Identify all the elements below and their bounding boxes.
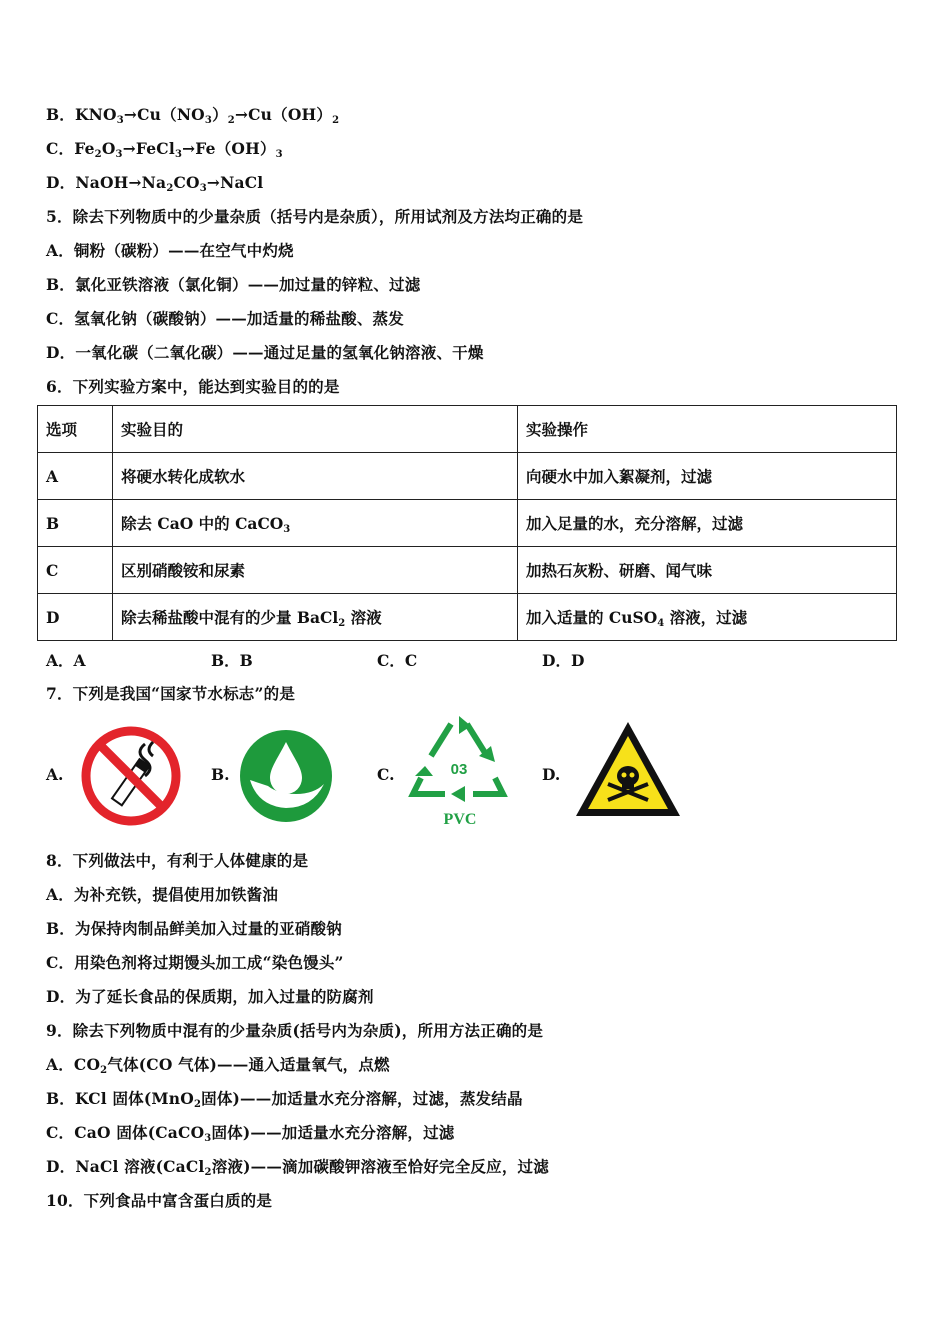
q9-option-d: D．NaCl 溶液(CaCl$_2$溶液)——滴加碳酸钾溶液至恰好完全反应，过滤: [46, 1157, 549, 1178]
q4-option-d: D．$NaOH\to Na_2CO_3\to NaCl$: [46, 173, 264, 194]
q6-choice-a: A．A: [46, 651, 86, 670]
q6-stem: 6．下列实验方案中，能达到实验目的的是: [46, 377, 340, 396]
header-operation: 实验操作: [518, 406, 897, 453]
q9-option-c: C．CaO 固体(CaCO$_3$固体)——加适量水充分溶解，过滤: [46, 1123, 455, 1144]
q5-stem: 5．除去下列物质中的少量杂质（括号内是杂质），所用试剂及方法均正确的是: [46, 207, 584, 226]
row-operation: 向硬水中加入絮凝剂，过滤: [518, 453, 897, 500]
q10-stem: 10．下列食品中富含蛋白质的是: [46, 1191, 273, 1210]
q6-choice-c: C．C: [377, 651, 418, 670]
q9-option-b: B．KCl 固体(MnO$_2$固体)——加适量水充分溶解，过滤，蒸发结晶: [46, 1089, 523, 1110]
q8-stem: 8．下列做法中，有利于人体健康的是: [46, 851, 309, 870]
table-row: [38, 500, 897, 547]
q7-stem: 7．下列是我国“国家节水标志”的是: [46, 684, 296, 703]
recycle-pvc-text: PVC: [443, 811, 477, 828]
q8-option-d: D．为了延长食品的保质期，加入过量的防腐剂: [46, 987, 374, 1006]
row-operation: 加入足量的水，充分溶解，过滤: [518, 500, 897, 547]
q7-label-a: A.: [46, 765, 64, 784]
row-operation: 加热石灰粉、研磨、闻气味: [518, 547, 897, 594]
recycling-pvc-icon: [407, 712, 513, 832]
row-aim: 除去 CaO 中的 CaCO$_3$: [113, 500, 518, 547]
q8-option-b: B．为保持肉制品鲜美加入过量的亚硝酸钠: [46, 919, 342, 938]
header-aim: 实验目的: [113, 406, 518, 453]
q8-option-a: A．为补充铁，提倡使用加铁酱油: [46, 885, 279, 904]
row-option: D: [38, 594, 113, 641]
no-smoking-icon: [79, 724, 183, 828]
water-saving-icon: [238, 728, 334, 824]
q7-label-d: D.: [542, 765, 561, 784]
q5-option-d: D．一氧化碳（二氧化碳）——通过足量的氢氧化钠溶液、干燥: [46, 343, 484, 362]
q5-option-b: B．氯化亚铁溶液（氯化铜）——加过量的锌粒、过滤: [46, 275, 421, 294]
table-row: [38, 453, 897, 500]
q8-option-c: C．用染色剂将过期馒头加工成“染色馒头”: [46, 953, 344, 972]
q6-choice-b: B．B: [211, 651, 253, 670]
q4-option-b: B．$KNO_3\to Cu(NO_3)_2\to Cu(OH)_2$: [46, 105, 340, 126]
row-operation: 加入适量的 CuSO$_4$ 溶液，过滤: [518, 594, 897, 641]
q9-option-a: A．$CO_2$气体(CO 气体)——通入适量氧气，点燃: [46, 1055, 390, 1076]
row-option: A: [38, 453, 113, 500]
q7-label-c: C.: [377, 765, 395, 784]
table-header-row: [38, 406, 897, 453]
row-option: B: [38, 500, 113, 547]
row-option: C: [38, 547, 113, 594]
toxic-warning-icon: [572, 718, 684, 820]
row-aim: 将硬水转化成软水: [113, 453, 518, 500]
q4-option-c: C．$Fe_2O_3\to FeCl_3\to Fe(OH)_3$: [46, 139, 283, 160]
table-row: [38, 547, 897, 594]
q6-choice-d: D．D: [542, 651, 585, 670]
q5-option-c: C．氢氧化钠（碳酸钠）——加适量的稀盐酸、蒸发: [46, 309, 404, 328]
row-aim: 除去稀盐酸中混有的少量 BaCl$_2$ 溶液: [113, 594, 518, 641]
row-aim: 区别硝酸铵和尿素: [113, 547, 518, 594]
table-row: [38, 594, 897, 641]
q9-stem: 9．除去下列物质中混有的少量杂质(括号内为杂质)，所用方法正确的是: [46, 1021, 544, 1040]
recycle-code: 03: [450, 761, 468, 778]
q5-option-a: A．铜粉（碳粉）——在空气中灼烧: [46, 241, 294, 260]
header-option: 选项: [38, 406, 113, 453]
experiment-table: [37, 405, 897, 641]
q7-label-b: B.: [211, 765, 230, 784]
